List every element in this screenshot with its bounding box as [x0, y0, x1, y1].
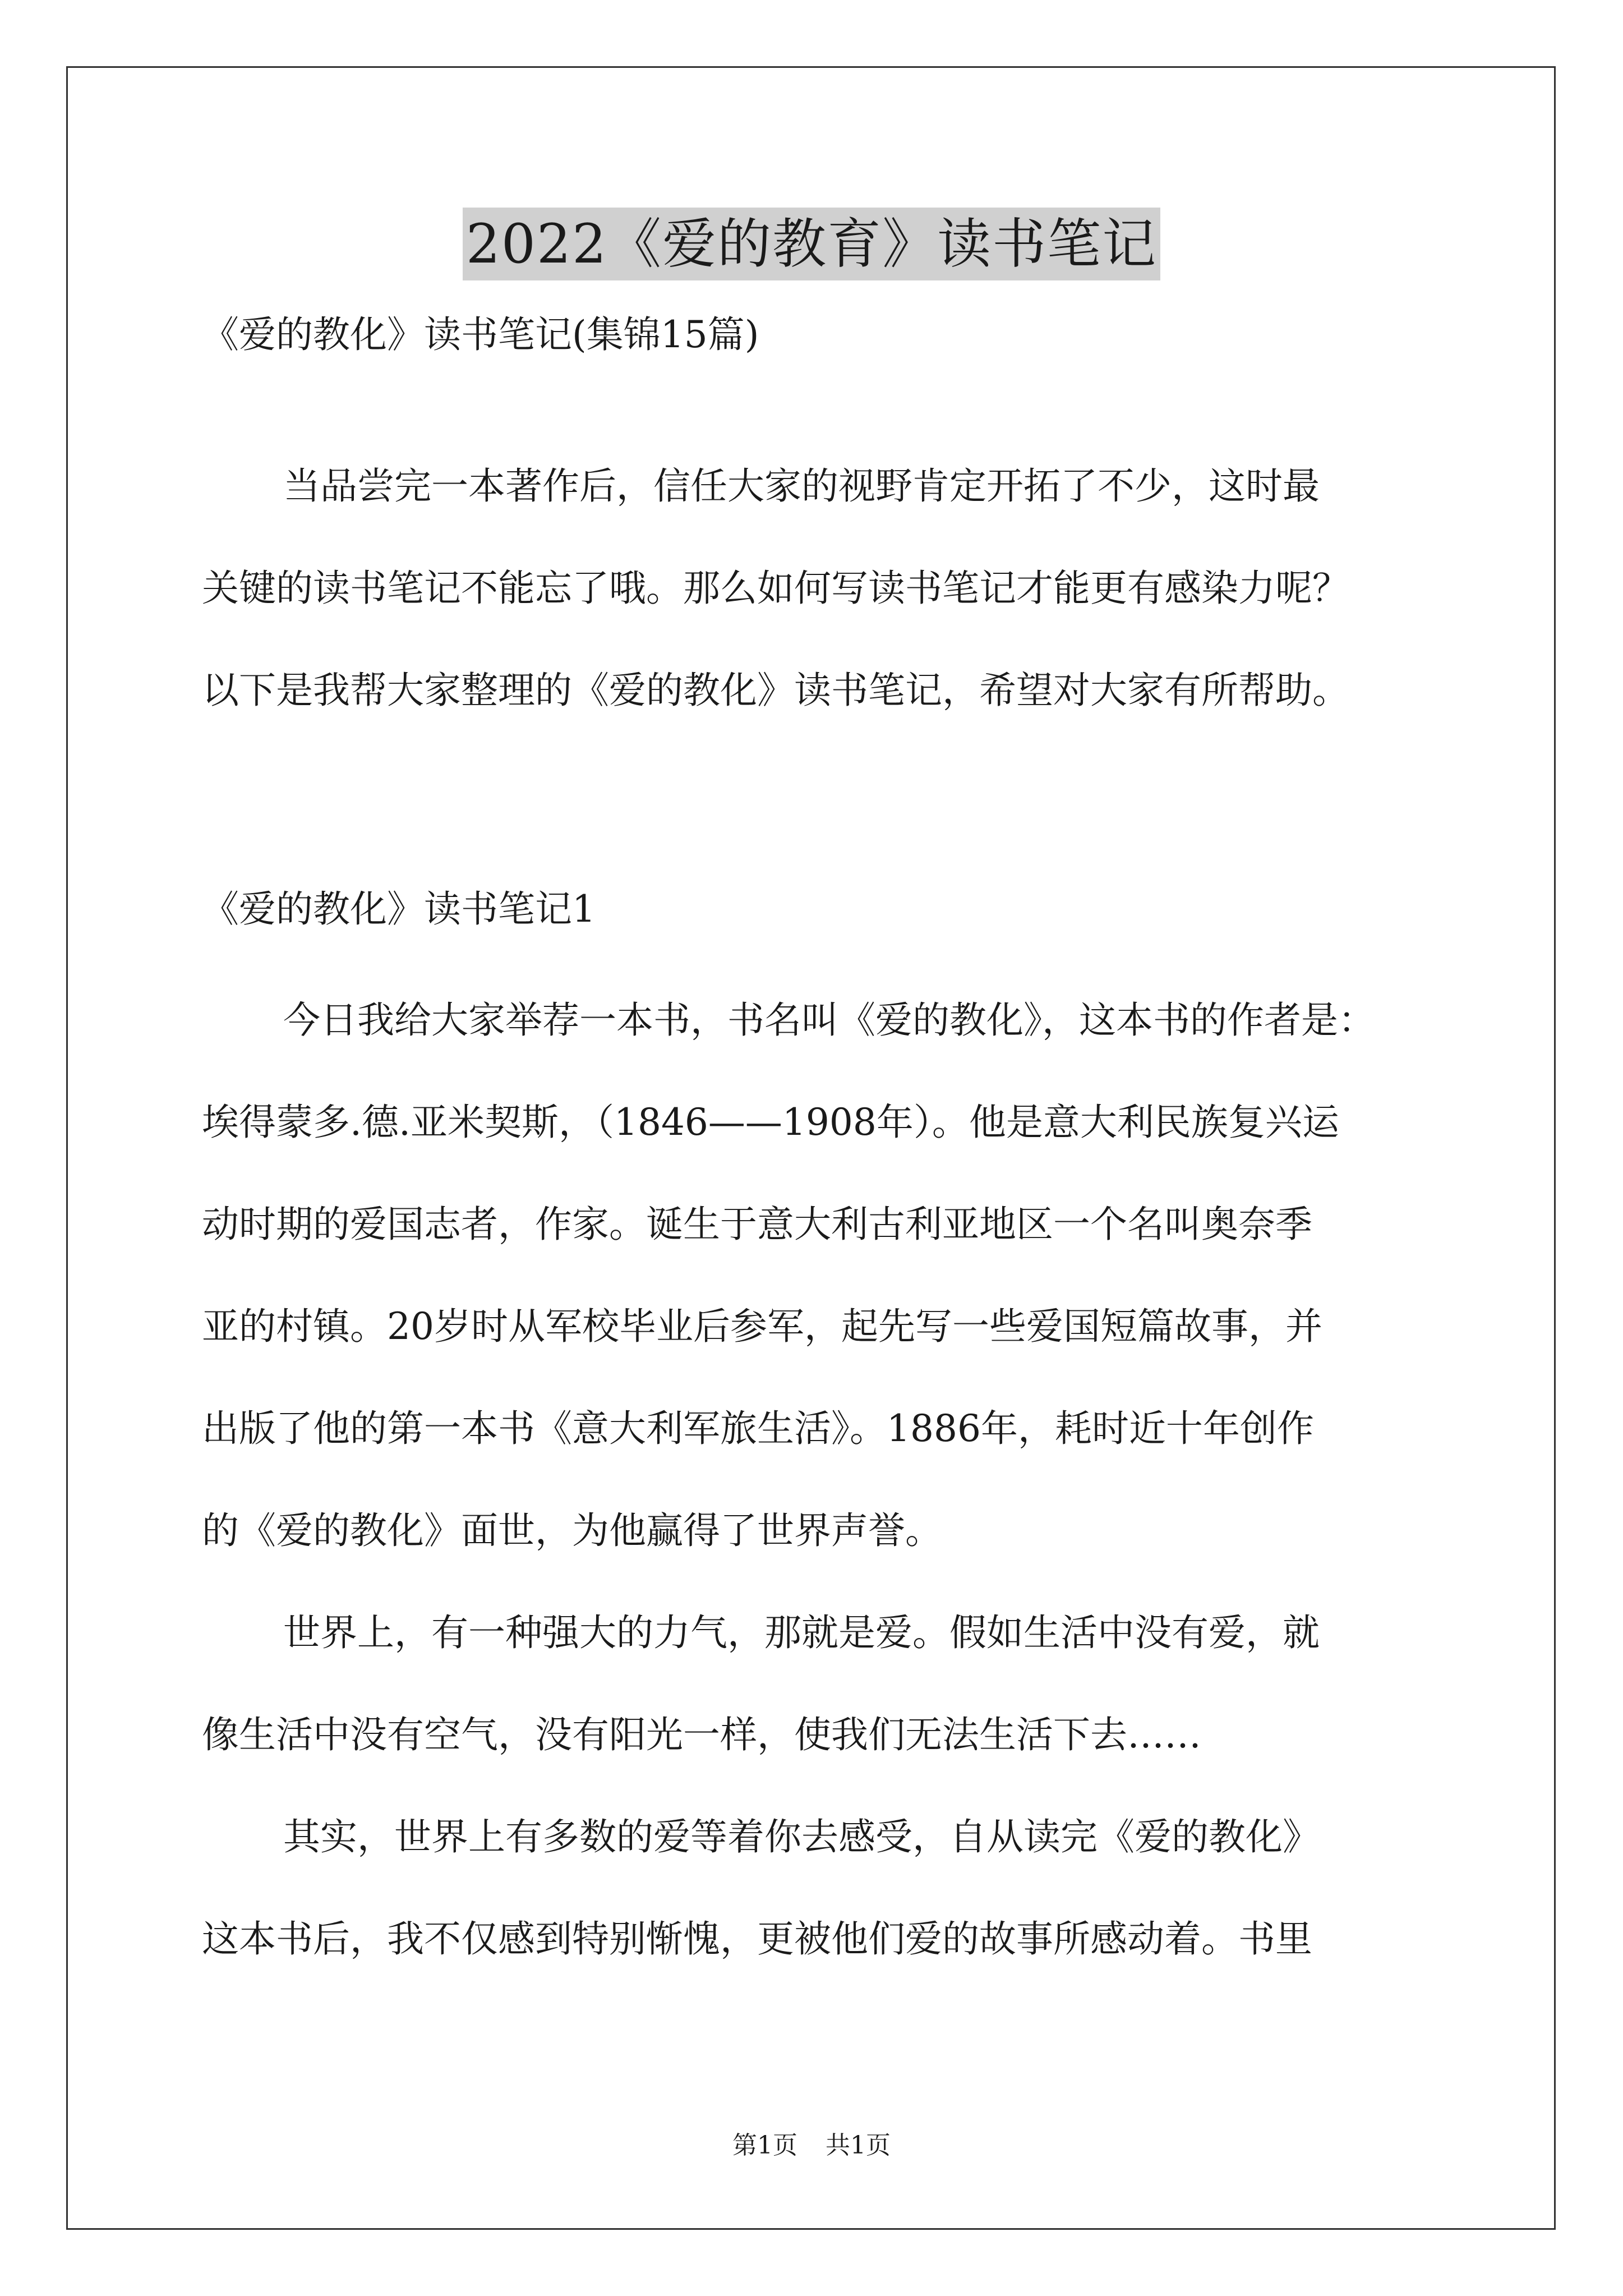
section1-line-7: 世界上，有一种强大的力气，那就是爱。假如生活中没有爱，就 — [283, 1611, 1320, 1654]
section1-line-8: 像生活中没有空气，没有阳光一样，使我们无法生活下去…… — [202, 1713, 1201, 1756]
page-number: 第1页 — [732, 2131, 797, 2160]
page-border — [66, 66, 1556, 2230]
section1-line-9: 其实，世界上有多数的爱等着你去感受，自从读完《爱的教化》 — [283, 1815, 1320, 1858]
intro-line-3: 以下是我帮大家整理的《爱的教化》读书笔记，希望对大家有所帮助。 — [202, 669, 1349, 712]
section1-line-5: 出版了他的第一本书《意大利军旅生活》。1886年，耗时近十年创作 — [202, 1407, 1314, 1450]
section1-line-1: 今日我给大家举荐一本书，书名叫《爱的教化》，这本书的作者是： — [283, 999, 1375, 1042]
section1-line-4: 亚的村镇。20岁时从军校毕业后参军，起先写一些爱国短篇故事，并 — [202, 1305, 1322, 1348]
section1-line-3: 动时期的爱国志者，作家。诞生于意大利古利亚地区一个名叫奥奈季 — [202, 1203, 1312, 1246]
section1-line-2: 埃得蒙多.德.亚米契斯，（1846——1908年）。他是意大利民族复兴运 — [202, 1101, 1339, 1144]
section-heading-1: 《爱的教化》读书笔记1 — [202, 887, 596, 931]
document-subtitle: 《爱的教化》读书笔记(集锦15篇) — [202, 313, 759, 356]
page-footer — [0, 2129, 1623, 2162]
document-title: 2022《爱的教育》读书笔记 — [463, 208, 1160, 280]
intro-line-1: 当品尝完一本著作后，信任大家的视野肯定开拓了不少，这时最 — [283, 464, 1320, 508]
section1-line-10: 这本书后，我不仅感到特别惭愧，更被他们爱的故事所感动着。书里 — [202, 1917, 1312, 1961]
page-total: 共1页 — [826, 2131, 891, 2160]
intro-line-2: 关键的读书笔记不能忘了哦。那么如何写读书笔记才能更有感染力呢？ — [202, 567, 1349, 610]
section1-line-6: 的《爱的教化》面世，为他赢得了世界声誉。 — [202, 1509, 942, 1552]
title-container — [0, 208, 1623, 280]
